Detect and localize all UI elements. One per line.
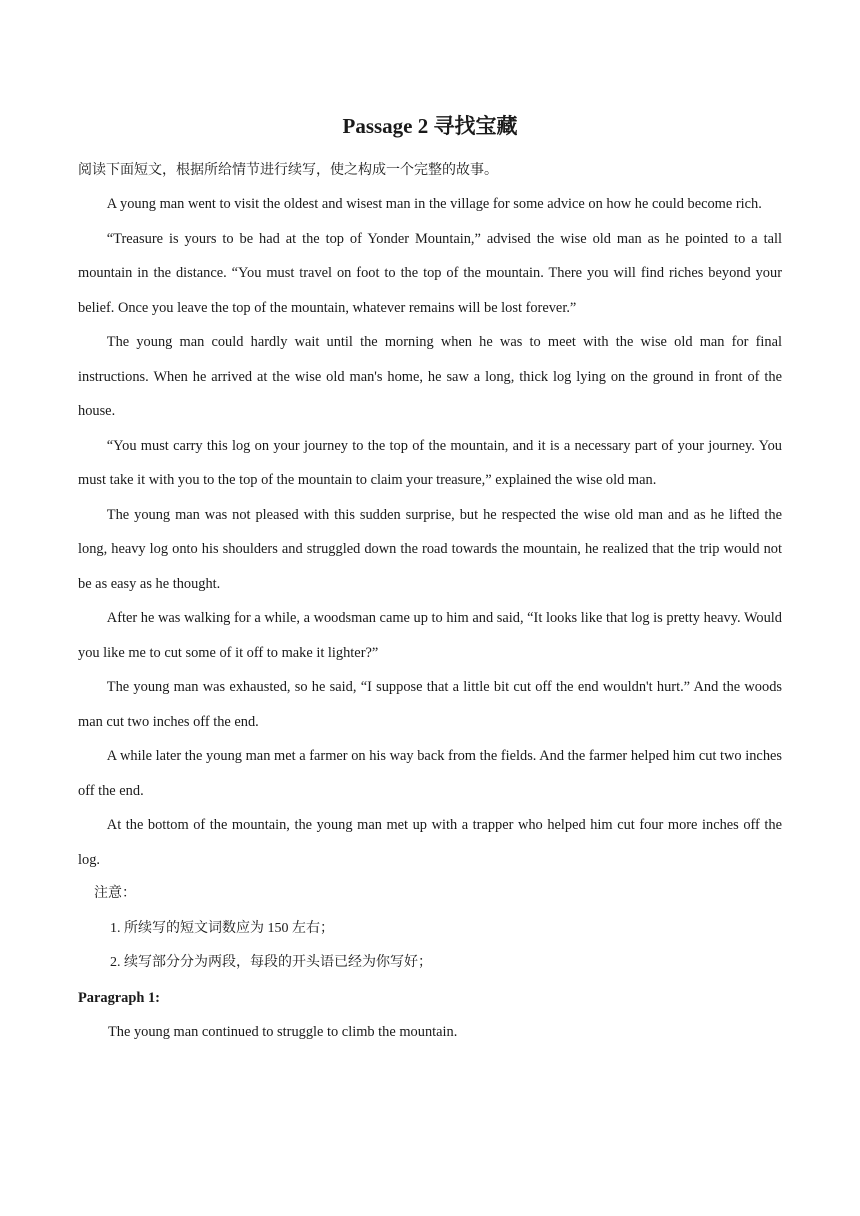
note-item: 1. 所续写的短文词数应为 150 左右； xyxy=(110,920,334,936)
passage-body xyxy=(78,187,782,1050)
story-paragraph: At the bottom of the mountain, the young man met up with a trapper who helped him cut four more inches off the log. xyxy=(78,817,782,868)
story-paragraph: The young man could hardly wait until the morning when he was to meet with the wise old man for final instructions. When he arrived at the wise old man's home, he saw a long, thick log lying on the ground in front of the house. xyxy=(78,334,782,419)
story-paragraph: After he was walking for a while, a woodsman came up to him and said, “It looks like that log is pretty heavy. Would you like me to cut some of it off to make it lighter?” xyxy=(78,610,782,661)
note-item: 2. 续写部分分为两段，每段的开头语已经为你写好； xyxy=(110,955,432,970)
story-paragraph: A young man went to visit the oldest and wisest man in the village for some advice on how he could become rich. xyxy=(106,196,762,212)
task-instruction: 阅读下面短文，根据所给情节进行续写，使之构成一个完整的故事。 xyxy=(78,163,498,178)
story-paragraph: The young man was not pleased with this sudden surprise, but he respected the wise old man and as he lifted the long, heavy log onto his shoulders and struggled down the road towards the mountain, he realized that the trip would not be as easy as he thought. xyxy=(78,506,782,592)
story-paragraph: “Treasure is yours to be had at the top of Yonder Mountain,” advised the wise old man as he pointed to a tall mountain in the distance. “You must travel on foot to the top of the mountain. There you will find riches beyond your belief. Once you leave the top of the mountain, whatever remains will be lost forever.” xyxy=(78,230,782,316)
story-paragraph: The young man was exhausted, so he said, “I suppose that a little bit cut off the end wouldn't hurt.” And the woods man cut two inches off the end. xyxy=(78,679,782,730)
story-paragraph: “You must carry this log on your journey to the top of the mountain, and it is a necessary part of your journey. You must take it with you to the top of the mountain to claim your treasure,” explained the wise old man. xyxy=(78,437,782,488)
story-paragraph: A while later the young man met a farmer on his way back from the fields. And the farmer helped him cut two inches off the end. xyxy=(78,748,782,799)
paragraph-1-opening: The young man continued to struggle to climb the mountain. xyxy=(108,1024,458,1040)
paragraph-1-label: Paragraph 1: xyxy=(78,989,160,1006)
note-label: 注意： xyxy=(94,886,136,901)
passage-title: Passage 2 寻找宝藏 xyxy=(342,114,518,138)
